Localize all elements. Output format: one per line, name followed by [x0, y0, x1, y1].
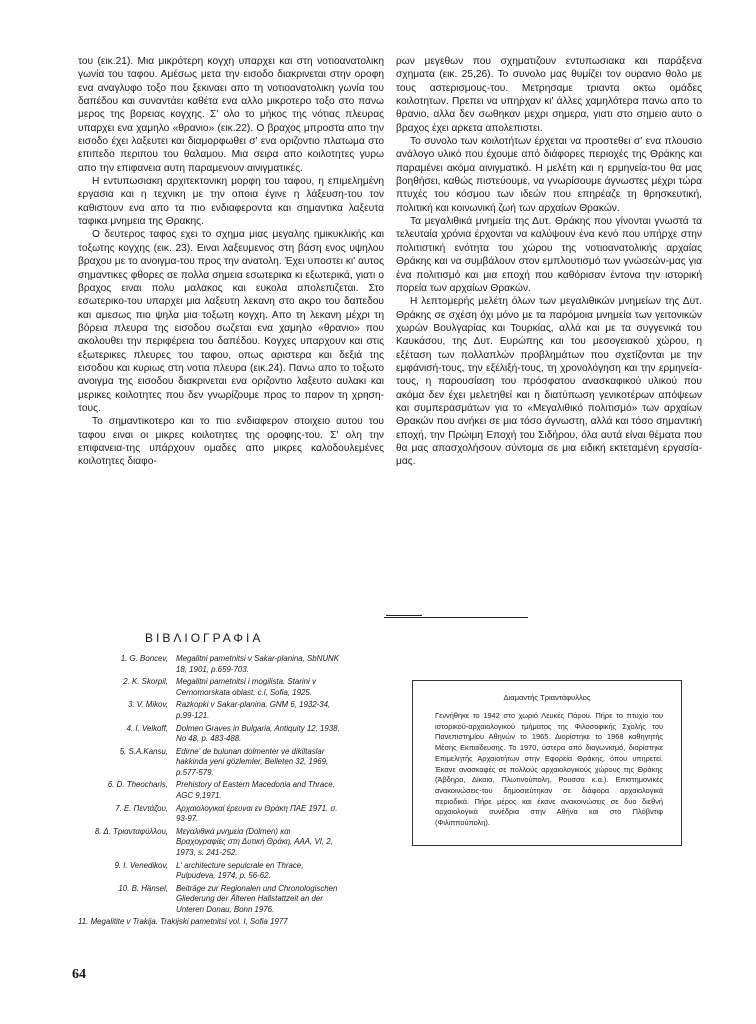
bibliography-entry — [78, 827, 340, 859]
ref-author: 11. Megalitite v Trakija. — [78, 917, 158, 927]
ref-author: 1. G. Boncev, — [120, 654, 168, 663]
author-bio-text: Γεννήθηκε το 1942 στο χωριό Λευκές Πάρου. Πήρε το πτυχίο του ιστορικού-αρχαιολογικού τμήματος της Φιλοσοφικής Σχολής του Πανεπιστημίου Αθηνών το 1965. Διορίστηκε το 1968 καθηγητής Μέσης Εκπαίδευσης. Το 1970, ύστερα από διαγωνισμό, διορίστηκε Επιμελητής Αρχαιοτήτων στην Εφορεία Θράκης, όπου υπηρετεί. Έκανε ανασκαφές σε πολλούς αρχαιολογικούς χώρους της Θράκης (Άβδηρα, Δίκαια, Πλωτινούπολη, Ρουσσα κ.α.). Επιστημονικές ανακοινώσεις-του δημοσιεύτηκαν σε διάφορα αρχαιολογικά περιοδικά. Πήρε μέρος και έκανε ανακοινώσεις σε δυο διεθνή αρχαιολογικά συνέδρια στην Αθήνα και στο Πλόβντιφ (Φιλιππούπολη). — [435, 711, 663, 828]
bibliography-entry — [78, 677, 340, 698]
right-text-column — [396, 55, 702, 469]
paragraph: Η λεπτομερής μελέτη όλων των μεγαλιθικών μνημείων της Δυτ. Θράκης σε σχέση όχι μόνο με τα παρόμοια μνημεία των γειτονικών χωρών Βουλγαρίας και Τουρκίας, αλλά και με τα συγγενικά του Καυκάσου, της Δυτ. Ευρώπης και του μεσογειακού χώρου, η εξέταση των πολλαπλών προβλημάτων που σχετίζονται με την εμφάνισή-τους, την εξέλιξή-τους, τη χρονολόγηση και την ερμηνεία-τους, η παρουσίαση του πρόσφατου ανασκαφικού υλικού που ακόμα δεν έχει μελετηθεί και η διατύπωση γενικοτέρων απόψεων και συμπερασμάτων για το «Μεγαλιθικό πολιτισμό» των αρχαίων Θρακών που ανήκει σε μια τόσο άγνωστη, αλλά και τόσο σημαντική εποχή, την Πρώιμη Εποχή του Σιδήρου, όλα αυτά είναι θέματα που θα μας απασχολήσουν σύντομα σε μια ειδική εκτεταμένη εργασία-μας. — [396, 296, 702, 468]
author-bio-box — [412, 680, 682, 846]
ref-author: 9. I. Venedikov, — [114, 860, 168, 870]
ref-author: 5. S.A.Kansu, — [119, 746, 168, 756]
bibliography-entry — [78, 654, 340, 675]
ref-author: 8. Δ. Τριανταφύλλου, — [94, 826, 168, 836]
ref-author: 2. K. Skorpil, — [123, 677, 168, 687]
ref-author: 10. B. Hänsel, — [118, 883, 168, 893]
paragraph: Ο δευτερος ταφος εχει το σχημα μιας μεγαλης ημικυκλικής και τοξωτης κογχης (εικ. 23). Ειναι λαξευμενος στη βάση ενος υψηλου βραχου με το ανοιγμα-του προς την ανατολη. Έχει υποστει κι' αυτος σημαντικες φθορες σε πολλα σημεια εσωτερικα κι εξωτερικά, γιατι ο βραχος ειναι πολυ μαλακος και ευκολα απολεπιζεται. Στο εσωτερικο-του υπαρχει μια λαξευτη λεκανη στο ακρο του δαπεδου και αμεσως πιο ψηλα μια τοξωτη κογχη. Απο τη λεκανη μέχρι τη βόρεια πλευρα της εισοδου σωζεται ενα χαμηλο «θρανιο» που ακολουθει την περιφέρεια του δαπέδου. Κογχες υπαρχουν και στις εξωτερικες πλευρες του ταφου, οπως αριστερα και δεξιά της εισοδου και κυριως στη νοτια πλευρα (εικ.24). Πανω απο το τοξωτο ανοιγμα της εισοδου διακρινεται ενα οριζοντιο λαξευτο αυλακι και μερικες κοιλοτητες που δεν γνωρίζουμε προς το παρον τη χρηση-τους. — [78, 229, 384, 414]
bibliography-entry — [78, 917, 340, 928]
ref-title: Μεγαλιθικά μνημεία (Dolmen) και Βραχογραφίες στη Δυτική Θράκη, ΑΑΑ, VI, 2, 1973, s. 241-252. — [176, 826, 333, 857]
ref-title: Αρχαιολογικαί έρευναι εν Θράκη ΠΑΕ 1971. σ. 93-97. — [176, 803, 338, 824]
author-name: Διαμαντής Τριαντάφυλλος — [503, 693, 591, 702]
paragraph: Τα μεγαλιθικά μνημεία της Δυτ. Θράκης που γίνονται γνωστά τα τελευταία χρόνια έρχονται να καλύψουν ένα κενό που υπήρχε στην πολιτιστική ενότητα του χώρου της νοτιοανατολικής αρχαίας Θράκης και να συμβάλουν στον εμπλουτισμό των γνώσεών-μας για ένα πολιτισμό και μια εποχή που καθόρισαν έντονα την ιστορική πορεία των αρχαίων Θρακών. — [396, 216, 702, 294]
bibliography-list — [78, 654, 340, 930]
ref-title: Trakijski pametnitsi vol. I, Sofia 1977 — [160, 917, 288, 927]
paragraph: ρων μεγεθων που σχηματιζουν εντυπωσιακα και παράξενα σχηματα (εικ. 25,26). Το συνολο μας θυμίζει τον ουρανιο θολο με τους αστερισμους-του. Μετρησαμε τριαντα οκτω ομάδες κοιλοτητων. Πρεπει να υπηρχαν κι' άλλες χαμηλότερα πανω απο το θρανιο, αλλα δεν σωθηκαν μεχρι σημερα, γιατι στο σημειο αυτο ο βραχος έχει αρκετα απολεπιστει. — [396, 56, 702, 134]
ref-title: Edirne' de bulunan dolmenter ve dikiltaslar hakkinda yeni gözlemler, Belleten 32, 1969, p.577-579. — [176, 746, 329, 777]
bibliography-entry — [78, 804, 340, 825]
ref-author: 6. D. Theocharis, — [107, 780, 168, 790]
page-number: 64 — [72, 967, 86, 982]
paragraph: Το σημαντικοτερο και το πιο ενδιαφερον στοιχειο αυτου του ταφου ειναι οι μικρες κοιλοτητες της οροφης-του. Σ' ολη την επιφανεια-της υπάρχουν ομαδες απο μικρες καλοδουλεμένες κοιλοτητες διαφο- — [78, 416, 384, 468]
paragraph: Το συνολο των κοιλοτήτων έρχεται να προστεθει σ' ενα πλουσιο ανάλογο υλικό που έχουμε από διάφορες περιοχές της Θράκης και παραμένει ακόμα αινιγματικό. Η μελέτη και η ερμηνεία-του θα μας βοηθήσει, καθώς πιστεύουμε, να γνωρίσουμε άγνωστες μέχρι τώρα πτυχές του κόσμου των ιδεών που επηρέαζε τη θρησκευτική, πολιτική και κοινωνική ζωή των αρχαίων Θρακών. — [396, 136, 702, 214]
paragraph: του (εικ.21). Μια μικρότερη κογχη υπαρχει και στη νοτιοανατολικη γωνία του ταφου. Αμέσως μετα την εισοδο διακρινεται στην οροφη ενα αναγλυφο τοξο που ξεκιναει απο τη νοτιοανατολικη γωνία του δαπέδου και συναντάει καθέτα ενα αλλο μικροτερο τοξο στο πανω μερος της βορειας κογχης. Σ' ολο το μήκος της νότιας πλευρας υπαρχει ενα χαμηλο «θρανιο» (εικ.22). Ο βραχος μπροστα απο την εισοδο έχει λαξευτει και διαμορφωθει σ' ενα οριζοντιο πλατωμα στο επιπεδο περιπου του θαλαμου. Μια σειρα απο κοιλοτητες γυρω απο την επιφανεια αυτη παραμενουν αινιγματικές. — [78, 56, 384, 174]
section-divider-accent — [386, 615, 422, 616]
left-text-column — [78, 55, 384, 469]
ref-author: 3. V. Mikov, — [127, 700, 168, 710]
ref-title: Razkopki v Sakar-planina, GNM 6, 1932-34, p.99-121. — [176, 700, 331, 720]
ref-author: 7. Ε. Πεντάζου, — [115, 803, 168, 813]
ref-title: Megalitni pametnitsi v Sakar-planina, SbNUNK 18, 1901, p.659-703. — [176, 654, 340, 674]
ref-title: Beiträge zur Regionalen und Chronologischen Gliederung der Älteren Hallstattzeit an der Unteren Donau, Bonn 1976. — [176, 883, 338, 914]
bibliography-heading: ΒΙΒΛΙΟΓΡΑΦΙΑ — [145, 631, 264, 645]
bibliography-entry — [78, 700, 340, 721]
ref-title: Megalitni pametnitsi i mogilista. Starini v Cernomorskata oblast, c.l, Sofia, 1925. — [176, 677, 316, 697]
bibliography-entry — [78, 747, 340, 779]
bibliography-entry — [78, 780, 340, 801]
bibliography-entry — [78, 861, 340, 882]
section-divider — [384, 617, 528, 618]
bibliography-entry — [78, 884, 340, 916]
bibliography-entry — [78, 724, 340, 745]
paragraph: Η εντυπωσιακη αρχιτεκτονικη μορφη του ταφου, η επιμελημένη εργασια και η τεχνικη με την οποια έγινε η λάξευση-του τον καθιστουν ενα απο τα πιο ενδιαφεροντα και σημαντικα λαξευτα ταφικα μνημεια της Θρακης. — [78, 176, 384, 228]
ref-title: Dolmen Graves in Bulgaria, Antiquity 12, 1938, No 48, p. 483-488. — [176, 723, 340, 744]
ref-title: Prehistory of Eastern Macedonia and Thrace, AGC 9,1971. — [176, 780, 335, 800]
ref-author: 4. I. Velkoff, — [126, 723, 168, 733]
ref-title: L' architecture sepulcrale en Thrace, Pulpudeva, 1974, p. 56-62. — [176, 860, 304, 880]
